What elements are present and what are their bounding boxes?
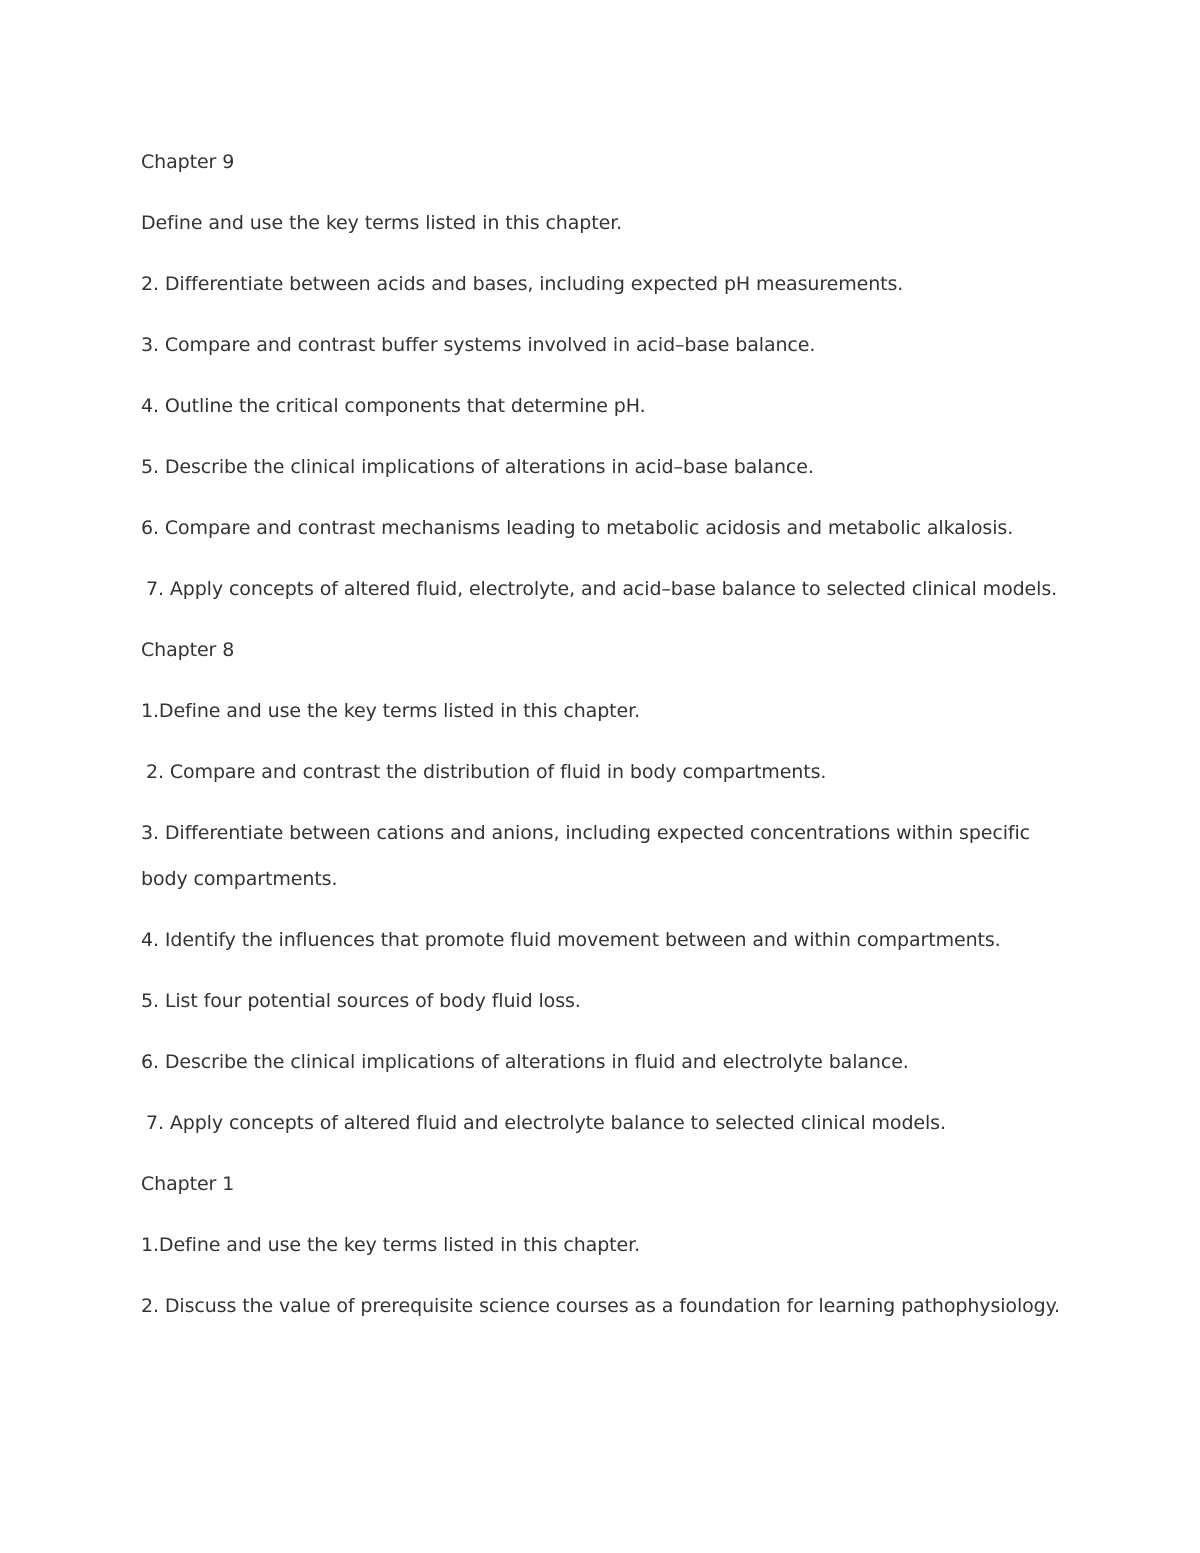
objective-item: 7. Apply concepts of altered fluid and electrolyte balance to selected clinical models. <box>146 1112 946 1134</box>
chapter-heading: Chapter 1 <box>141 1173 235 1195</box>
objective-item: 4. Outline the critical components that determine pH. <box>141 395 646 417</box>
objective-item: 5. List four potential sources of body fluid loss. <box>141 990 581 1012</box>
objective-item: 3. Differentiate between cations and anions, including expected concentrations within specific body compartments. <box>141 822 1031 890</box>
objective-item: 6. Describe the clinical implications of alterations in fluid and electrolyte balance. <box>141 1051 909 1073</box>
objective-item: 7. Apply concepts of altered fluid, electrolyte, and acid–base balance to selected clinical models. <box>146 578 1058 600</box>
objective-item: 4. Identify the influences that promote fluid movement between and within compartments. <box>141 929 1001 951</box>
chapter-heading: Chapter 8 <box>141 639 235 661</box>
objective-item: 1.Define and use the key terms listed in this chapter. <box>141 700 641 722</box>
objective-item: 2. Differentiate between acids and bases, including expected pH measurements. <box>141 273 904 295</box>
objective-item: 3. Compare and contrast buffer systems involved in acid–base balance. <box>141 334 816 356</box>
objective-item: Define and use the key terms listed in this chapter. <box>141 212 623 234</box>
objective-item: 2. Compare and contrast the distribution of fluid in body compartments. <box>146 761 827 783</box>
chapter-heading: Chapter 9 <box>141 151 235 173</box>
document-page <box>141 139 1071 1344</box>
objective-item: 2. Discuss the value of prerequisite science courses as a foundation for learning pathophysiology. <box>141 1295 1060 1317</box>
objective-item: 6. Compare and contrast mechanisms leading to metabolic acidosis and metabolic alkalosis. <box>141 517 1014 539</box>
objective-item: 5. Describe the clinical implications of alterations in acid–base balance. <box>141 456 814 478</box>
objective-item: 1.Define and use the key terms listed in this chapter. <box>141 1234 641 1256</box>
